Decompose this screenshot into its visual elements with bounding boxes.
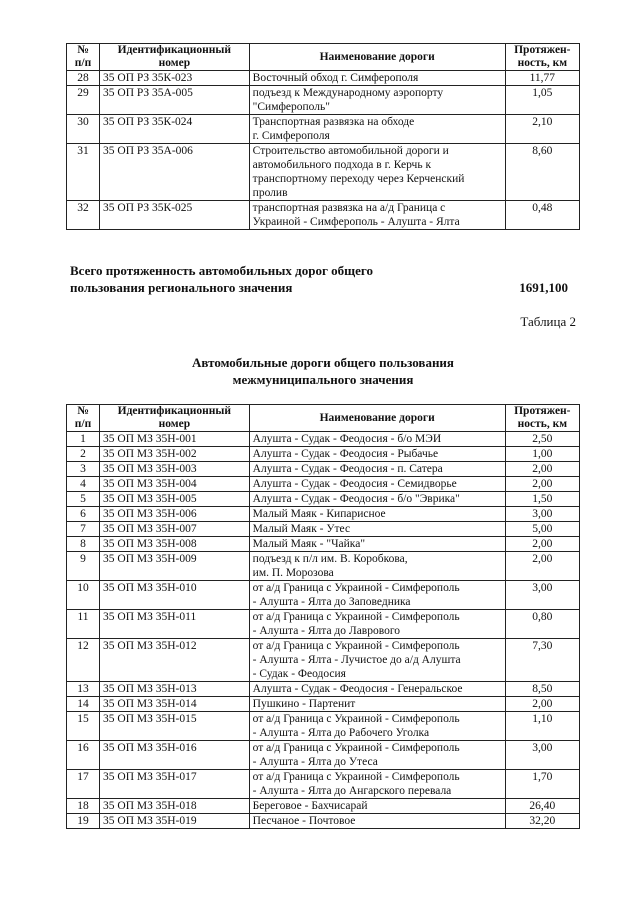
table-row (67, 432, 580, 447)
cell-road-name: Алушта - Судак - Феодосия - б/о "Эврика" (249, 492, 505, 507)
cell-length: 11,77 (505, 71, 579, 86)
cell-number: 4 (67, 477, 100, 492)
table-row (67, 201, 580, 230)
cell-number: 13 (67, 682, 100, 697)
cell-number: 11 (67, 610, 100, 639)
cell-identifier: 35 ОП МЗ 35Н-015 (100, 712, 250, 741)
cell-length: 7,30 (505, 639, 579, 682)
header-identifier: Идентификационный номер (100, 405, 250, 432)
cell-length: 0,80 (505, 610, 579, 639)
cell-number: 17 (67, 770, 100, 799)
cell-road-name: от а/д Граница с Украиной - Симферополь - Алушта - Ялта до Утеса (249, 741, 505, 770)
cell-length: 2,00 (505, 552, 579, 581)
header-number: № п/п (67, 44, 100, 71)
cell-length: 1,05 (505, 86, 579, 115)
cell-length: 32,20 (505, 814, 579, 829)
cell-road-name: Береговое - Бахчисарай (249, 799, 505, 814)
cell-number: 9 (67, 552, 100, 581)
cell-identifier: 35 ОП МЗ 35Н-019 (100, 814, 250, 829)
cell-road-name: Алушта - Судак - Феодосия - п. Сатера (249, 462, 505, 477)
cell-length: 2,00 (505, 697, 579, 712)
cell-road-name: от а/д Граница с Украиной - Симферополь - Алушта - Ялта до Заповедника (249, 581, 505, 610)
header-road-name: Наименование дороги (249, 405, 505, 432)
cell-length: 8,60 (505, 144, 579, 201)
cell-identifier: 35 ОП МЗ 35Н-009 (100, 552, 250, 581)
table-row (67, 697, 580, 712)
cell-road-name: Алушта - Судак - Феодосия - б/о МЭИ (249, 432, 505, 447)
cell-length: 26,40 (505, 799, 579, 814)
cell-number: 16 (67, 741, 100, 770)
cell-identifier: 35 ОП РЗ 35А-006 (100, 144, 250, 201)
cell-number: 2 (67, 447, 100, 462)
header-road-name: Наименование дороги (249, 44, 505, 71)
cell-identifier: 35 ОП МЗ 35Н-002 (100, 447, 250, 462)
cell-road-name: от а/д Граница с Украиной - Симферополь - Алушта - Ялта - Лучистое до а/д Алушта - Судак - Феодосия (249, 639, 505, 682)
cell-identifier: 35 ОП РЗ 35К-025 (100, 201, 250, 230)
roads-table-intermunicipal (66, 404, 580, 829)
table-row (67, 522, 580, 537)
table-row (67, 712, 580, 741)
table-header-row (67, 44, 580, 71)
cell-road-name: от а/д Граница с Украиной - Симферополь - Алушта - Ялта до Лаврового (249, 610, 505, 639)
cell-identifier: 35 ОП МЗ 35Н-004 (100, 477, 250, 492)
cell-road-name: подъезд к Международному аэропорту "Симферополь" (249, 86, 505, 115)
cell-identifier: 35 ОП МЗ 35Н-003 (100, 462, 250, 477)
total-length (70, 262, 570, 296)
cell-length: 2,10 (505, 115, 579, 144)
cell-length: 3,00 (505, 741, 579, 770)
table-row (67, 447, 580, 462)
cell-length: 3,00 (505, 507, 579, 522)
table-row (67, 639, 580, 682)
table-row (67, 741, 580, 770)
cell-road-name: от а/д Граница с Украиной - Симферополь - Алушта - Ялта до Ангарского перевала (249, 770, 505, 799)
table-row (67, 799, 580, 814)
table-header-row (67, 405, 580, 432)
cell-road-name: от а/д Граница с Украиной - Симферополь - Алушта - Ялта до Рабочего Уголка (249, 712, 505, 741)
table-title: Автомобильные дороги общего пользования межмуниципального значения (192, 355, 454, 387)
cell-length: 2,00 (505, 537, 579, 552)
cell-identifier: 35 ОП МЗ 35Н-001 (100, 432, 250, 447)
cell-length: 1,50 (505, 492, 579, 507)
cell-identifier: 35 ОП МЗ 35Н-018 (100, 799, 250, 814)
cell-identifier: 35 ОП РЗ 35К-024 (100, 115, 250, 144)
header-length: Протяжен- ность, км (505, 44, 579, 71)
cell-road-name: Малый Маяк - Утес (249, 522, 505, 537)
header-length: Протяжен- ность, км (505, 405, 579, 432)
cell-identifier: 35 ОП МЗ 35Н-013 (100, 682, 250, 697)
cell-number: 18 (67, 799, 100, 814)
cell-identifier: 35 ОП МЗ 35Н-014 (100, 697, 250, 712)
table-row (67, 507, 580, 522)
table-row (67, 462, 580, 477)
table-row (67, 552, 580, 581)
cell-number: 3 (67, 462, 100, 477)
cell-road-name: подъезд к п/л им. В. Коробкова, им. П. Морозова (249, 552, 505, 581)
cell-length: 5,00 (505, 522, 579, 537)
table-row (67, 71, 580, 86)
cell-number: 19 (67, 814, 100, 829)
table-row (67, 477, 580, 492)
cell-number: 8 (67, 537, 100, 552)
table-row (67, 86, 580, 115)
cell-road-name: Восточный обход г. Симферополя (249, 71, 505, 86)
cell-road-name: транспортная развязка на а/д Граница с Украиной - Симферополь - Алушта - Ялта (249, 201, 505, 230)
cell-identifier: 35 ОП РЗ 35А-005 (100, 86, 250, 115)
cell-number: 14 (67, 697, 100, 712)
cell-road-name: Песчаное - Почтовое (249, 814, 505, 829)
cell-number: 12 (67, 639, 100, 682)
cell-number: 6 (67, 507, 100, 522)
table-row (67, 492, 580, 507)
cell-road-name: Малый Маяк - Кипарисное (249, 507, 505, 522)
cell-number: 15 (67, 712, 100, 741)
cell-identifier: 35 ОП МЗ 35Н-008 (100, 537, 250, 552)
cell-identifier: 35 ОП МЗ 35Н-010 (100, 581, 250, 610)
cell-number: 31 (67, 144, 100, 201)
cell-number: 28 (67, 71, 100, 86)
total-value: 1691,100 (519, 280, 568, 295)
cell-length: 0,48 (505, 201, 579, 230)
table-row (67, 770, 580, 799)
table-row (67, 682, 580, 697)
table-row (67, 144, 580, 201)
cell-identifier: 35 ОП МЗ 35Н-012 (100, 639, 250, 682)
table-row (67, 610, 580, 639)
cell-length: 1,10 (505, 712, 579, 741)
cell-length: 2,50 (505, 432, 579, 447)
cell-identifier: 35 ОП РЗ 35К-023 (100, 71, 250, 86)
cell-length: 2,00 (505, 462, 579, 477)
table-row (67, 537, 580, 552)
cell-identifier: 35 ОП МЗ 35Н-005 (100, 492, 250, 507)
total-label: Всего протяженность автомобильных дорог общего пользования регионального значения (70, 263, 373, 295)
header-identifier: Идентификационный номер (100, 44, 250, 71)
table-row (67, 814, 580, 829)
table-row (67, 115, 580, 144)
table-row (67, 581, 580, 610)
cell-number: 30 (67, 115, 100, 144)
cell-length: 8,50 (505, 682, 579, 697)
cell-number: 7 (67, 522, 100, 537)
cell-identifier: 35 ОП МЗ 35Н-011 (100, 610, 250, 639)
cell-number: 1 (67, 432, 100, 447)
cell-identifier: 35 ОП МЗ 35Н-007 (100, 522, 250, 537)
cell-number: 10 (67, 581, 100, 610)
cell-road-name: Транспортная развязка на обходе г. Симферополя (249, 115, 505, 144)
cell-road-name: Алушта - Судак - Феодосия - Семидворье (249, 477, 505, 492)
cell-number: 5 (67, 492, 100, 507)
table-number: Таблица 2 (520, 314, 576, 329)
cell-road-name: Алушта - Судак - Феодосия - Рыбачье (249, 447, 505, 462)
cell-road-name: Малый Маяк - "Чайка" (249, 537, 505, 552)
cell-identifier: 35 ОП МЗ 35Н-016 (100, 741, 250, 770)
cell-identifier: 35 ОП МЗ 35Н-017 (100, 770, 250, 799)
cell-road-name: Пушкино - Партенит (249, 697, 505, 712)
cell-number: 29 (67, 86, 100, 115)
cell-length: 1,00 (505, 447, 579, 462)
cell-length: 1,70 (505, 770, 579, 799)
cell-identifier: 35 ОП МЗ 35Н-006 (100, 507, 250, 522)
cell-road-name: Строительство автомобильной дороги и автомобильного подхода в г. Керчь к транспортному переходу через Керченский пролив (249, 144, 505, 201)
cell-number: 32 (67, 201, 100, 230)
cell-length: 3,00 (505, 581, 579, 610)
cell-road-name: Алушта - Судак - Феодосия - Генеральское (249, 682, 505, 697)
header-number: № п/п (67, 405, 100, 432)
cell-length: 2,00 (505, 477, 579, 492)
roads-table-regional (66, 43, 580, 230)
